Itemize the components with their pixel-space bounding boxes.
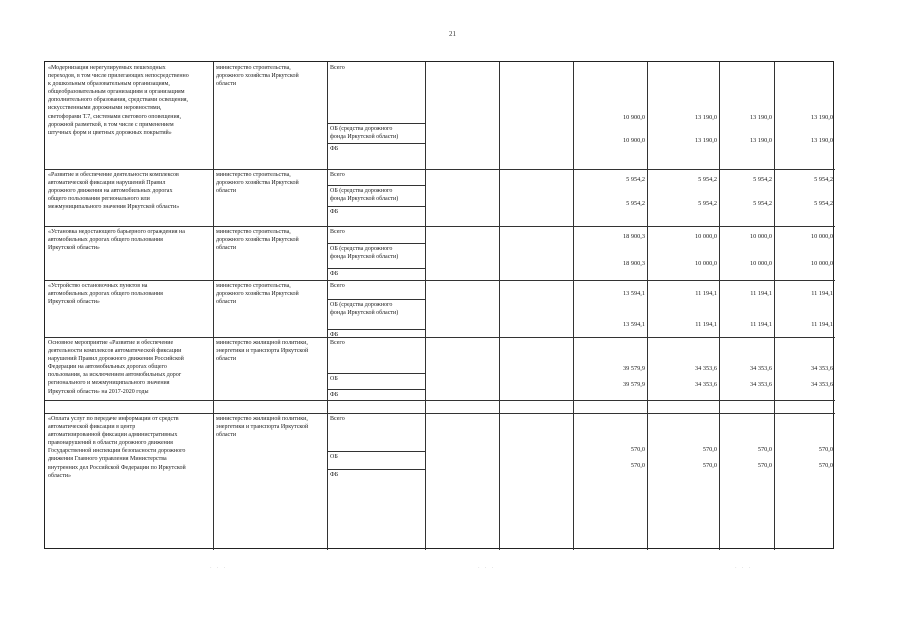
funding-source-line: ОБ (средства дорожного xyxy=(330,246,393,252)
funding-source-line: фонда Иркутской области) xyxy=(330,254,399,261)
funding-source-line: ОБ (средства дорожного xyxy=(330,126,393,132)
column-line xyxy=(573,62,574,550)
amount-value: 10 900,0 xyxy=(622,137,645,144)
description-line: Иркутской области» на 2017-2020 годы xyxy=(48,388,149,395)
amount-value: 18 900,3 xyxy=(622,260,645,267)
executor-line: министерство строительства, xyxy=(216,283,291,289)
description-line: Федерации на автомобильных дорогах общего xyxy=(48,364,167,371)
description-line: пользования, за исключением автомобильных дорог xyxy=(48,372,182,379)
amount-value: 570,0 xyxy=(630,462,645,469)
funding-source-line: Всего xyxy=(330,340,345,346)
funding-source-label xyxy=(330,391,338,399)
description-line: Основное мероприятие «Развитие и обеспечение xyxy=(48,340,174,346)
amount-value: 570,0 xyxy=(702,462,717,469)
description-line: деятельности комплексов автоматической фиксации xyxy=(48,348,182,355)
executor-line: области xyxy=(216,432,237,439)
scan-artifact: · · · xyxy=(735,566,753,571)
amount-value: 13 594,1 xyxy=(622,321,645,328)
funding-source-line: фонда Иркутской области) xyxy=(330,134,399,141)
funding-source-label xyxy=(330,301,398,317)
funding-source-label xyxy=(330,331,338,339)
executor-line: министерство строительства, xyxy=(216,229,291,235)
funding-source-label xyxy=(330,282,345,290)
executor-line: дорожного хозяйства Иркутской xyxy=(216,180,299,187)
description-line: «Устройство остановочных пунктов на xyxy=(48,283,148,289)
column-line xyxy=(327,62,328,550)
amount-value: 39 579,9 xyxy=(622,365,645,372)
description-line: межмуниципального значения Иркутской области» xyxy=(48,204,180,211)
amount-value: 570,0 xyxy=(757,446,772,453)
description-line: «Модернизация нерегулируемых пешеходных xyxy=(48,65,166,71)
funding-source-line: ОБ (средства дорожного xyxy=(330,302,393,308)
subrow-line xyxy=(327,143,425,144)
funding-source-line: Всего xyxy=(330,172,345,178)
executor-line: области xyxy=(216,245,237,252)
amount-value: 34 353,6 xyxy=(694,365,717,372)
amount-value: 13 594,1 xyxy=(622,290,645,297)
column-line xyxy=(425,62,426,550)
amount-value: 5 954,2 xyxy=(814,200,833,207)
funding-source-line: ОБ xyxy=(330,454,338,460)
subrow-line xyxy=(327,329,425,330)
description-line: «Установка недостающего барьерного ограждения на xyxy=(48,229,185,235)
description-line: внутренних дел Российской Федерации по Иркутской xyxy=(48,464,186,471)
amount-value: 10 000,0 xyxy=(749,260,772,267)
funding-source-line: Всего xyxy=(330,229,345,235)
amount-value: 10 900,0 xyxy=(622,114,645,121)
subrow-line xyxy=(327,185,425,186)
amount-value: 34 353,6 xyxy=(810,381,833,388)
subrow-line xyxy=(327,299,425,300)
description-line: Иркутской области» xyxy=(48,299,100,306)
funding-source-line: фонда Иркутской области) xyxy=(330,196,399,203)
amount-value: 570,0 xyxy=(757,462,772,469)
amount-value: 13 190,0 xyxy=(810,114,833,121)
subrow-line xyxy=(327,469,425,470)
amount-value: 11 194,1 xyxy=(695,321,717,328)
amount-value: 13 190,0 xyxy=(694,114,717,121)
funding-source-line: ОБ (средства дорожного xyxy=(330,188,393,194)
funding-source-label xyxy=(330,64,345,72)
description-line: «Развитие и обеспечение деятельности комплексов xyxy=(48,172,179,178)
description-line: автомобильных дорогах общего пользования xyxy=(48,291,163,298)
description-line: дорожного движения на автомобильных дорогах xyxy=(48,188,173,195)
executor-line: области xyxy=(216,299,237,306)
amount-value: 10 000,0 xyxy=(810,233,833,240)
row-line xyxy=(45,337,835,338)
row-line xyxy=(45,169,835,170)
column-line xyxy=(647,62,648,550)
amount-value: 34 353,6 xyxy=(810,365,833,372)
amount-value: 13 190,0 xyxy=(810,137,833,144)
executor-line: министерство строительства, xyxy=(216,65,291,71)
amount-value: 11 194,1 xyxy=(750,321,772,328)
activity-description xyxy=(48,415,186,480)
funding-source-label xyxy=(330,228,345,236)
amount-value: 10 000,0 xyxy=(694,233,717,240)
amount-value: 18 900,3 xyxy=(622,233,645,240)
column-line xyxy=(213,62,214,550)
description-line: автоматической фиксации нарушений Правил xyxy=(48,180,166,187)
column-line xyxy=(719,62,720,550)
amount-value: 11 194,1 xyxy=(811,321,833,328)
funding-source-label xyxy=(330,125,398,141)
amount-value: 570,0 xyxy=(818,462,833,469)
description-line: Иркутской области» xyxy=(48,245,100,252)
scan-artifact: · · · xyxy=(210,566,228,571)
funding-source-label xyxy=(330,208,338,216)
row-line xyxy=(45,400,835,401)
amount-value: 39 579,9 xyxy=(622,381,645,388)
funding-source-line: Всего xyxy=(330,65,345,71)
description-line: общего пользования регионального или xyxy=(48,196,150,203)
page-number: 21 xyxy=(449,30,456,38)
funding-source-label xyxy=(330,245,398,261)
description-line: регионального и межмуниципального значения xyxy=(48,380,170,387)
executor-line: министерство жилищной политики, xyxy=(216,416,308,422)
amount-value: 5 954,2 xyxy=(814,176,833,183)
funding-source-label xyxy=(330,471,338,479)
budget-table xyxy=(44,61,834,549)
description-line: штучных форм и цветных дорожных покрытий» xyxy=(48,129,172,136)
funding-source-label xyxy=(330,339,345,347)
amount-value: 11 194,1 xyxy=(695,290,717,297)
funding-source-line: ОБ xyxy=(330,376,338,382)
amount-value: 5 954,2 xyxy=(626,200,645,207)
funding-source-line: Всего xyxy=(330,416,345,422)
executor-line: министерство жилищной политики, xyxy=(216,340,308,346)
executor-line: дорожного хозяйства Иркутской xyxy=(216,73,299,80)
column-line xyxy=(499,62,500,550)
funding-source-label xyxy=(330,453,338,461)
activity-description xyxy=(48,282,163,306)
subrow-line xyxy=(327,123,425,124)
funding-source-label xyxy=(330,375,338,383)
executor-line: энергетики и транспорта Иркутской xyxy=(216,424,309,431)
amount-value: 34 353,6 xyxy=(749,365,772,372)
subrow-line xyxy=(327,451,425,452)
description-line: Государственной инспекции безопасности дорожного xyxy=(48,448,186,455)
description-line: дорожной разметкой, в том числе с применением xyxy=(48,121,174,128)
description-line: автоматической фиксации в центр xyxy=(48,424,136,431)
scan-artifact: · · · xyxy=(478,566,496,571)
description-line: автомобильных дорогах общего пользования xyxy=(48,237,163,244)
executor-name xyxy=(216,228,299,252)
executor-line: энергетики и транспорта Иркутской xyxy=(216,348,309,355)
executor-name xyxy=(216,339,308,363)
funding-source-label xyxy=(330,171,345,179)
subrow-line xyxy=(327,268,425,269)
row-line xyxy=(45,280,835,281)
funding-source-label xyxy=(330,270,338,278)
description-line: «Оплата услуг по передаче информации от средств xyxy=(48,416,179,422)
funding-source-line: фонда Иркутской области) xyxy=(330,310,399,317)
funding-source-line: ФБ xyxy=(330,392,339,398)
executor-name xyxy=(216,282,299,306)
amount-value: 5 954,2 xyxy=(626,176,645,183)
subrow-line xyxy=(327,243,425,244)
executor-line: области xyxy=(216,188,237,195)
amount-value: 34 353,6 xyxy=(749,381,772,388)
executor-line: дорожного хозяйства Иркутской xyxy=(216,237,299,244)
funding-source-label xyxy=(330,415,345,423)
executor-line: области xyxy=(216,356,237,363)
row-line xyxy=(45,413,835,414)
activity-description xyxy=(48,64,189,137)
description-line: области» xyxy=(48,472,72,479)
amount-value: 34 353,6 xyxy=(694,381,717,388)
amount-value: 10 000,0 xyxy=(749,233,772,240)
amount-value: 570,0 xyxy=(818,446,833,453)
amount-value: 13 190,0 xyxy=(749,137,772,144)
description-line: правонарушений в области дорожного движения xyxy=(48,440,173,447)
amount-value: 5 954,2 xyxy=(753,200,772,207)
description-line: нарушений Правил дорожного движения Российской xyxy=(48,356,184,363)
funding-source-label xyxy=(330,187,398,203)
funding-source-line: ФБ xyxy=(330,209,339,215)
subrow-line xyxy=(327,206,425,207)
row-line xyxy=(45,226,835,227)
amount-value: 5 954,2 xyxy=(753,176,772,183)
amount-value: 11 194,1 xyxy=(811,290,833,297)
funding-source-line: ФБ xyxy=(330,472,339,478)
amount-value: 11 194,1 xyxy=(750,290,772,297)
executor-name xyxy=(216,64,299,88)
amount-value: 570,0 xyxy=(702,446,717,453)
amount-value: 13 190,0 xyxy=(694,137,717,144)
amount-value: 570,0 xyxy=(630,446,645,453)
amount-value: 10 000,0 xyxy=(694,260,717,267)
activity-description xyxy=(48,228,185,252)
column-line xyxy=(774,62,775,550)
funding-source-line: ФБ xyxy=(330,332,339,338)
executor-line: дорожного хозяйства Иркутской xyxy=(216,291,299,298)
description-line: светофорами Т.7, системами светового оповещения, xyxy=(48,113,181,120)
funding-source-line: Всего xyxy=(330,283,345,289)
subrow-line xyxy=(327,389,425,390)
description-line: переходов, в том числе прилегающих непосредственно xyxy=(48,73,189,80)
funding-source-label xyxy=(330,145,338,153)
description-line: искусственными дорожными неровностями, xyxy=(48,105,162,112)
activity-description xyxy=(48,339,184,396)
executor-name xyxy=(216,171,299,195)
executor-line: министерство строительства, xyxy=(216,172,291,178)
amount-value: 13 190,0 xyxy=(749,114,772,121)
amount-value: 5 954,2 xyxy=(698,200,717,207)
executor-line: области xyxy=(216,81,237,88)
description-line: автоматизированной фиксации административных xyxy=(48,432,178,439)
funding-source-line: ФБ xyxy=(330,146,339,152)
description-line: дополнительного образования, средствами освещения, xyxy=(48,97,189,104)
funding-source-line: ФБ xyxy=(330,271,339,277)
description-line: к дошкольным образовательным организациям, xyxy=(48,81,170,88)
activity-description xyxy=(48,171,179,211)
amount-value: 5 954,2 xyxy=(698,176,717,183)
description-line: общеобразовательным организациям и организациям xyxy=(48,89,185,96)
amount-value: 10 000,0 xyxy=(810,260,833,267)
executor-name xyxy=(216,415,308,439)
description-line: движения Главного управления Министерства xyxy=(48,456,167,463)
subrow-line xyxy=(327,373,425,374)
